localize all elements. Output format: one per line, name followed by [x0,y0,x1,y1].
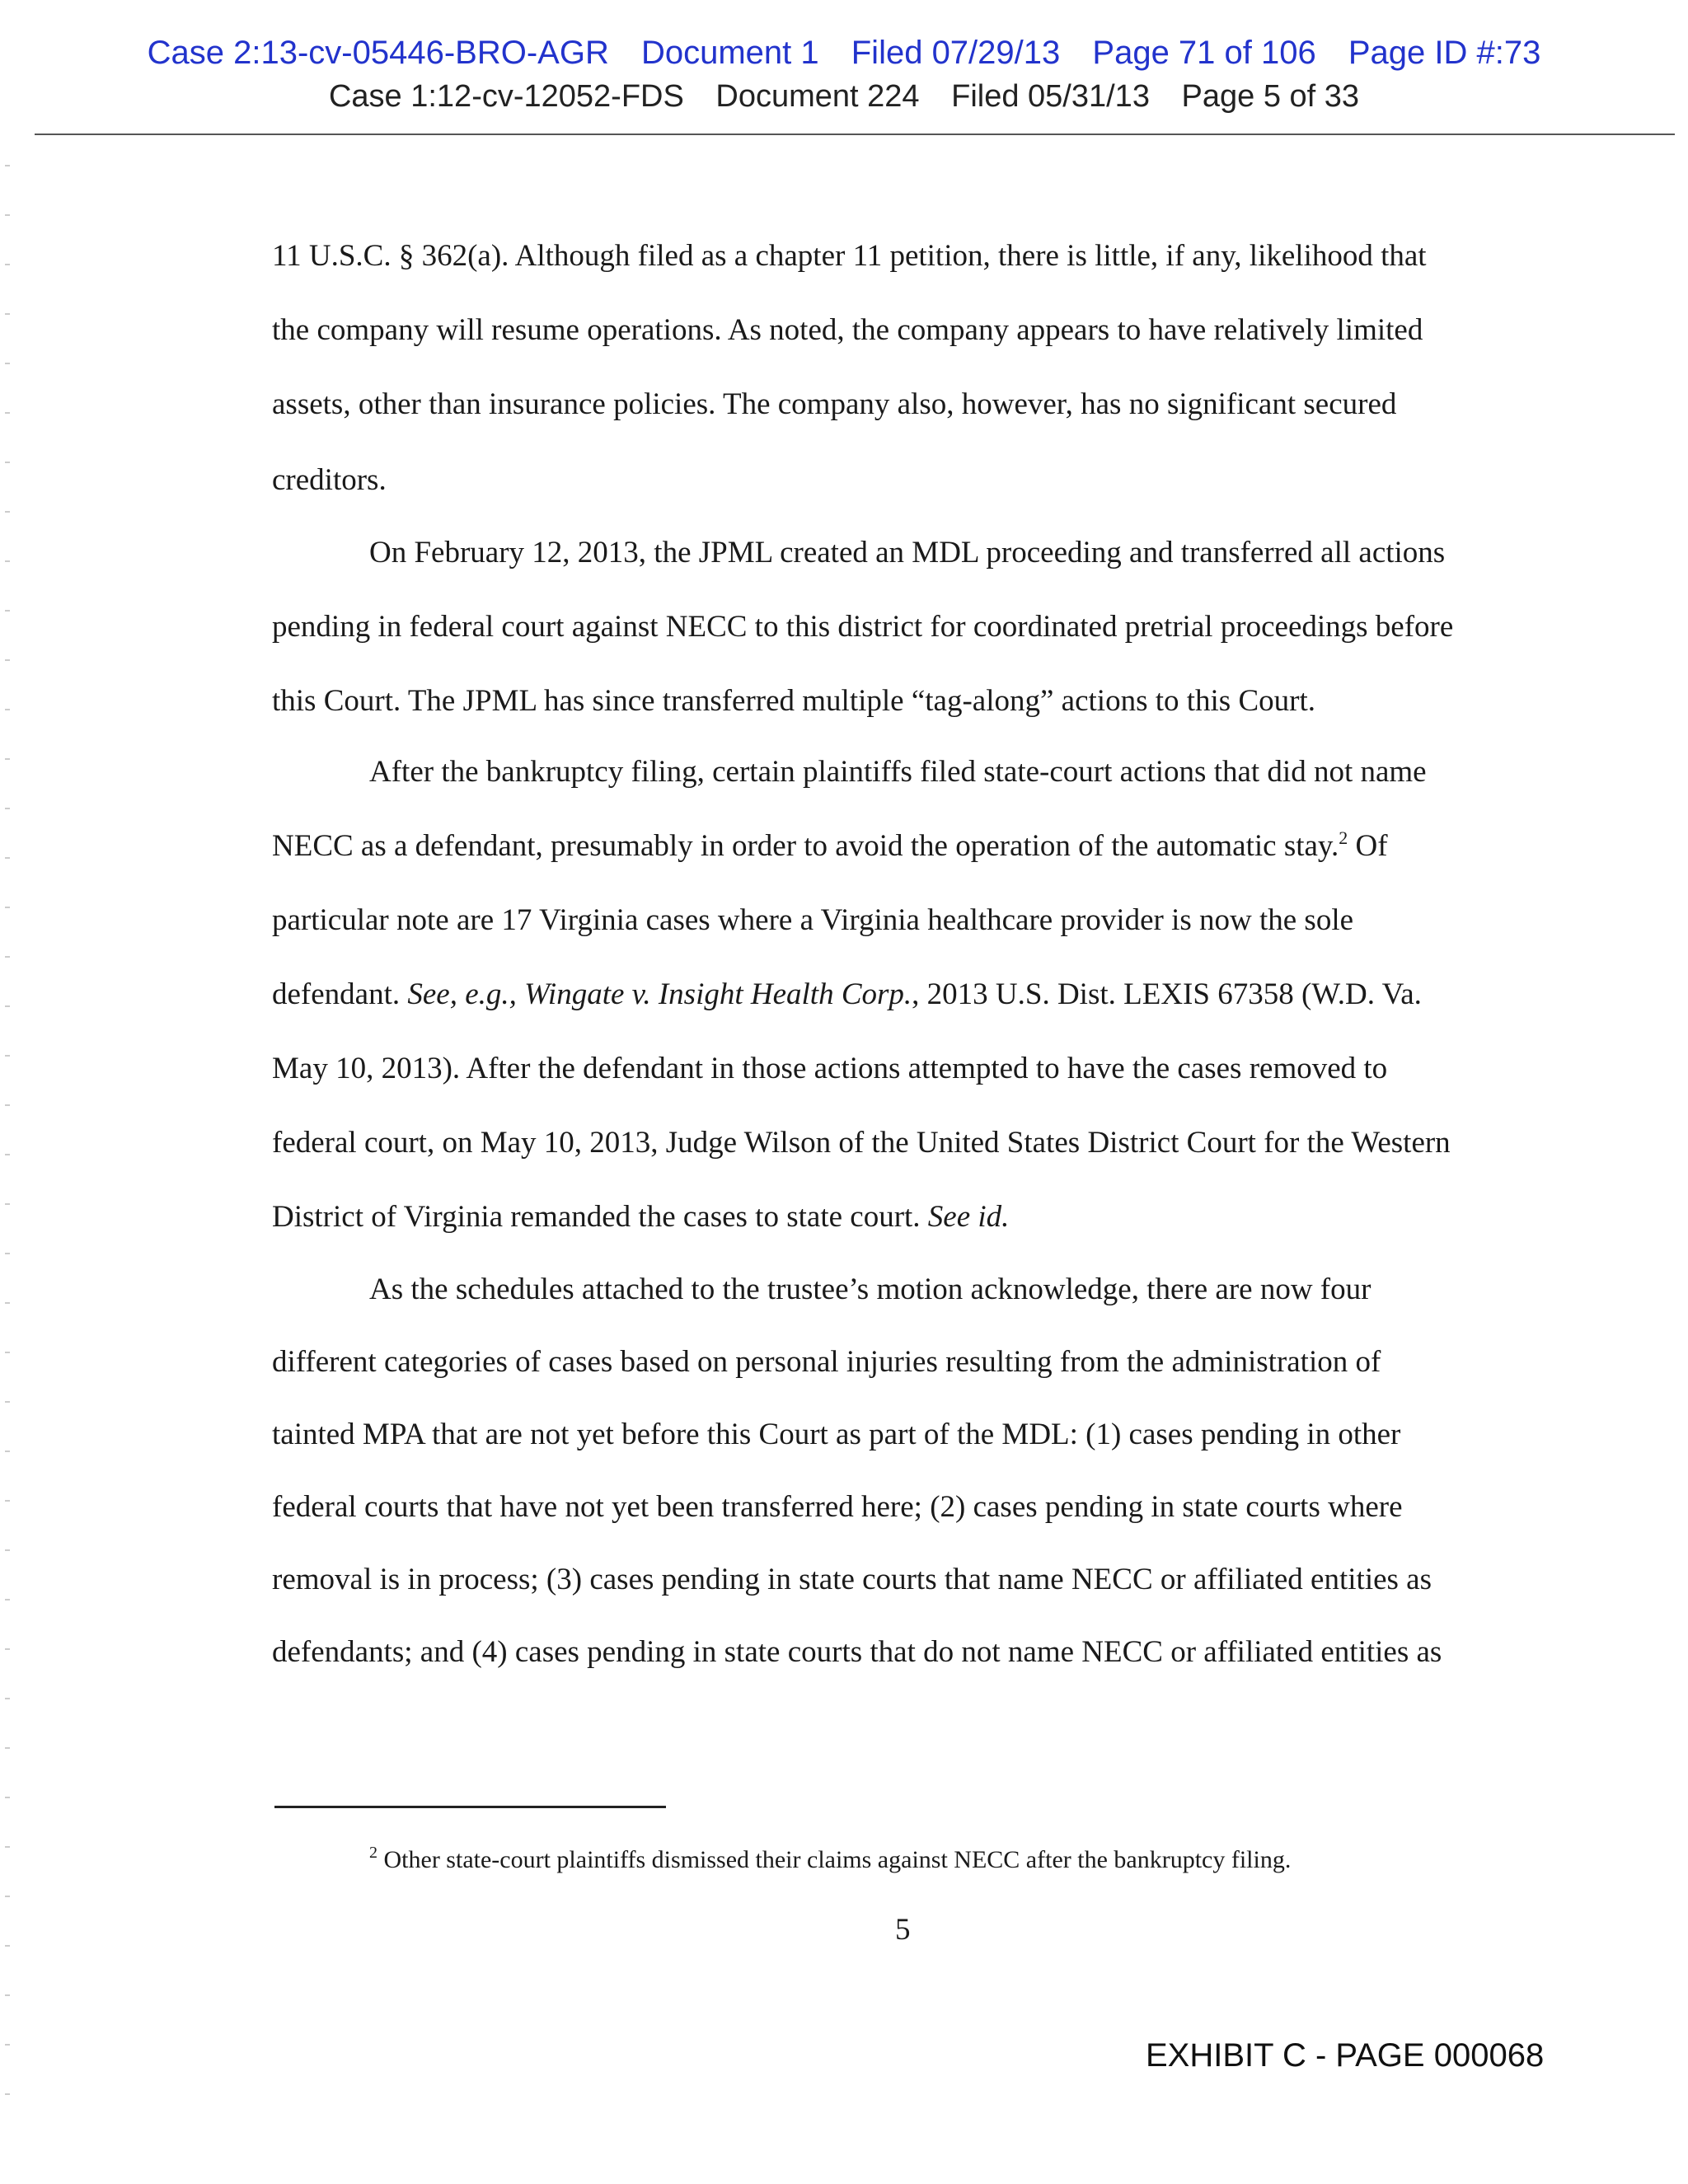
footnote-reference: 2 [1339,827,1348,848]
body-line: particular note are 17 Virginia cases where a Virginia healthcare provider is now the sole [272,903,1354,937]
footnote-text: Other state-court plaintiffs dismissed their claims against NECC after the bankruptcy filing. [383,1846,1292,1873]
stamp-document-number: Document 1 [640,35,819,71]
filing-stamp-header [0,35,1688,72]
body-line [272,827,1388,863]
footnote-separator [274,1806,666,1808]
orig-case-number: Case 1:12-cv-12052-FDS [328,79,684,114]
orig-filed-date: Filed 05/31/13 [951,79,1150,114]
body-line-text: NECC as a defendant, presumably in order to avoid the operation of the automatic stay. [272,829,1339,863]
footnote [369,1846,1291,1874]
body-line: different categories of cases based on personal injuries resulting from the administration of [272,1345,1381,1379]
stamp-page-count: Page 71 of 106 [1092,35,1316,71]
body-line [272,979,1422,1010]
body-line-tail: Of [1348,829,1388,863]
body-line: assets, other than insurance policies. The company also, however, has no significant secured [272,387,1397,421]
scan-edge-marks [5,165,10,2143]
page-number: 5 [895,1913,911,1947]
body-line: After the bankruptcy filing, certain plaintiffs filed state-court actions that did not name [369,755,1427,789]
exhibit-label: EXHIBIT C - PAGE 000068 [1146,2037,1545,2074]
header-rule [35,134,1675,135]
original-filing-stamp [0,79,1688,115]
body-line: As the schedules attached to the trustee’s motion acknowledge, there are now four [369,1272,1372,1306]
body-line-text: District of Virginia remanded the cases to state court. [272,1200,921,1234]
body-line-text: defendant. [272,977,401,1011]
stamp-case-number: Case 2:13-cv-05446-BRO-AGR [147,35,609,71]
body-line: federal courts that have not yet been transferred here; (2) cases pending in state courts where [272,1490,1403,1524]
body-line: this Court. The JPML has since transferred multiple “tag-along” actions to this Court. [272,684,1315,718]
citation-reporter: , 2013 U.S. Dist. LEXIS 67358 (W.D. Va. [912,977,1422,1011]
footnote-number: 2 [369,1844,377,1862]
orig-page-count: Page 5 of 33 [1181,79,1360,114]
body-line: pending in federal court against NECC to this district for coordinated pretrial proceedings before [272,610,1454,644]
body-line: tainted MPA that are not yet before this Court as part of the MDL: (1) cases pending in other [272,1418,1401,1451]
case-name: Wingate v. Insight Health Corp. [524,977,912,1011]
body-line: On February 12, 2013, the JPML created an MDL proceeding and transferred all actions [369,536,1446,569]
body-line: defendants; and (4) cases pending in state courts that do not name NECC or affiliated entities as [272,1635,1442,1669]
body-line [272,1202,1009,1232]
body-line: 11 U.S.C. § 362(a). Although filed as a chapter 11 petition, there is little, if any, likelihood that [272,239,1427,273]
body-line: May 10, 2013). After the defendant in those actions attempted to have the cases removed to [272,1052,1388,1085]
body-line: creditors. [272,463,387,497]
orig-document-number: Document 224 [715,79,920,114]
citation-signal: See, e.g., [407,977,517,1011]
body-line: removal is in process; (3) cases pending in state courts that name NECC or affiliated entities as [272,1563,1432,1596]
id-citation: See id. [927,1200,1010,1234]
body-line: the company will resume operations. As noted, the company appears to have relatively limited [272,313,1423,347]
stamp-page-id: Page ID #:73 [1348,35,1541,71]
body-line: federal court, on May 10, 2013, Judge Wilson of the United States District Court for the Western [272,1126,1451,1160]
stamp-filed-date: Filed 07/29/13 [851,35,1061,71]
